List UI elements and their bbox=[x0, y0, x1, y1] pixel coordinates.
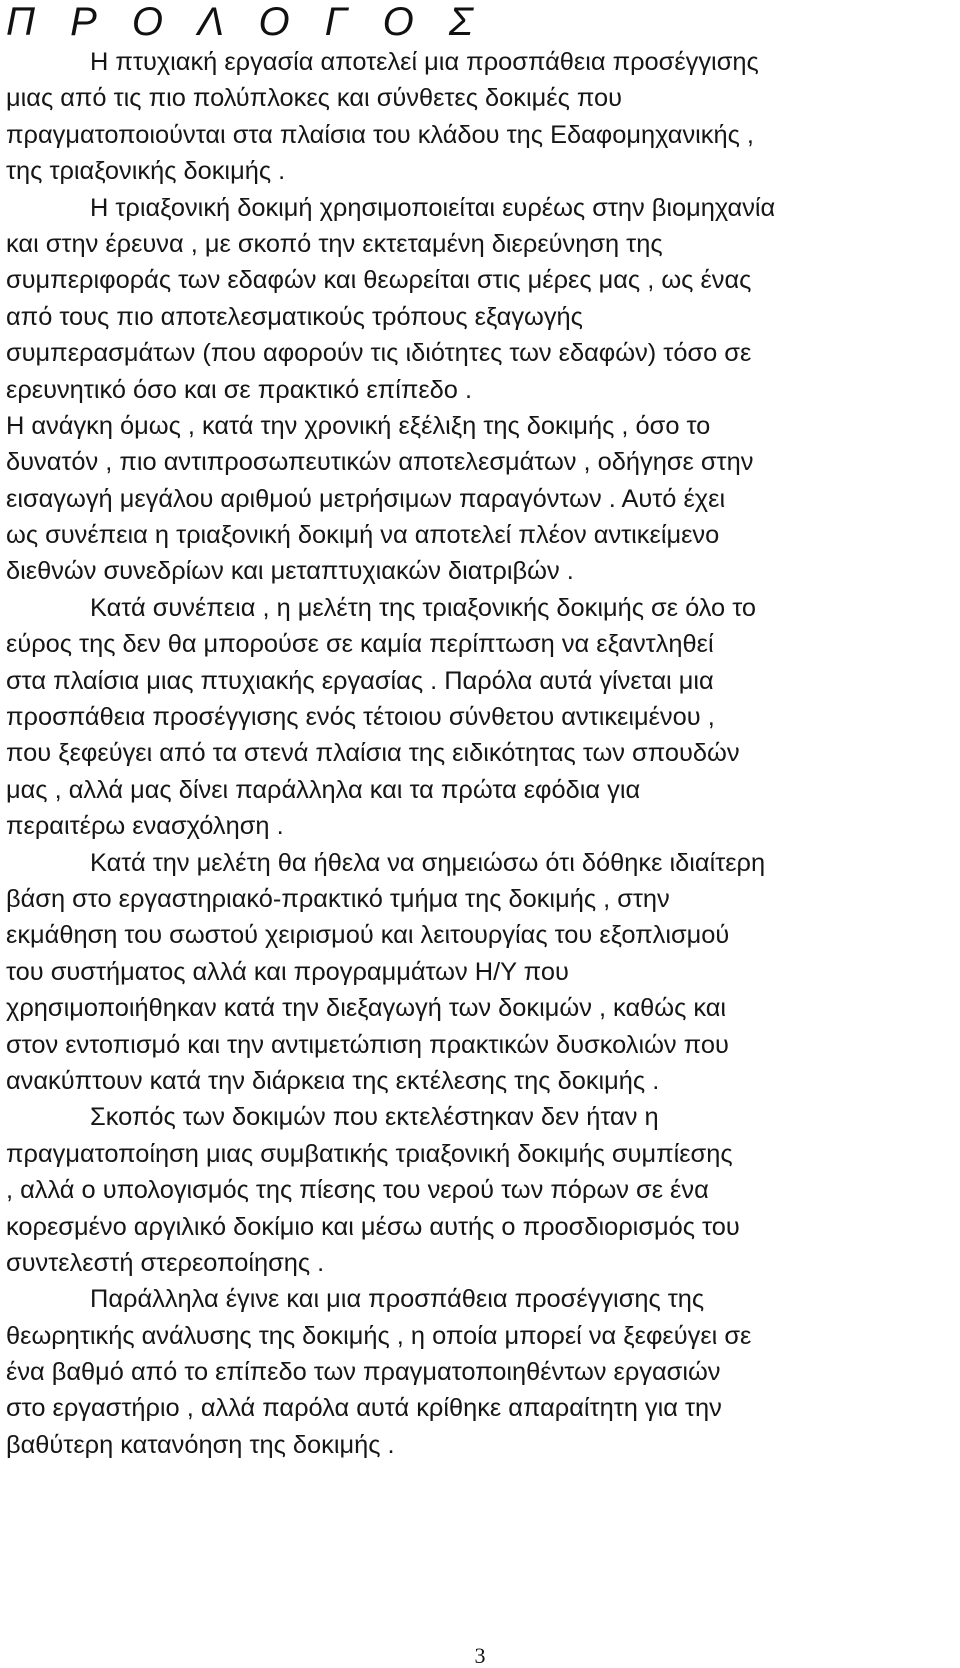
text-line: ως συνέπεια η τριαξονική δοκιμή να αποτελεί πλέον αντικείμενο bbox=[6, 521, 720, 550]
text-line: στον εντοπισμό και την αντιμετώπιση πρακτικών δυσκολιών που bbox=[6, 1030, 729, 1059]
text-line: ερευνητικό όσο και σε πρακτικό επίπεδο . bbox=[6, 375, 473, 404]
text-line: κορεσμένο αργιλικό δοκίμιο και μέσω αυτής ο προσδιορισμός του bbox=[6, 1212, 740, 1241]
text-line: πραγματοποιούνται στα πλαίσια του κλάδου της Εδαφομηχανικής , bbox=[6, 120, 754, 149]
text-line: εισαγωγή μεγάλου αριθμού μετρήσιμων παραγόντων . Αυτό έχει bbox=[6, 484, 726, 513]
text-line: θεωρητικής ανάλυσης της δοκιμής , η οποία μπορεί να ξεφεύγει σε bbox=[6, 1321, 752, 1350]
text-line: ανακύπτουν κατά την διάρκεια της εκτέλεσης της δοκιμής . bbox=[6, 1066, 660, 1095]
text-line: της τριαξονικής δοκιμής . bbox=[6, 157, 286, 186]
text-line: από τους πιο αποτελεσματικούς τρόπους εξαγωγής bbox=[6, 302, 583, 331]
text-line: μας , αλλά μας δίνει παράλληλα και τα πρώτα εφόδια για bbox=[6, 775, 641, 804]
text-line: του συστήματος αλλά και προγραμμάτων Η/Υ που bbox=[6, 957, 569, 986]
text-line: χρησιμοποιήθηκαν κατά την διεξαγωγή των δοκιμών , καθώς και bbox=[6, 994, 727, 1023]
text-line: εύρος της δεν θα μπορούσε σε καμία περίπτωση να εξαντληθεί bbox=[6, 630, 714, 659]
text-line: περαιτέρω ενασχόληση . bbox=[6, 812, 284, 841]
text-line: συμπερασμάτων (που αφορούν τις ιδιότητες των εδαφών) τόσο σε bbox=[6, 339, 752, 368]
page-number: 3 bbox=[474, 1643, 486, 1668]
text-line: Σκοπός των δοκιμών που εκτελέστηκαν δεν ήταν η bbox=[90, 1103, 659, 1132]
text-line: που ξεφεύγει από τα στενά πλαίσια της ειδικότητας των σπουδών bbox=[6, 739, 740, 768]
text-line: Κατά την μελέτη θα ήθελα να σημειώσω ότι δόθηκε ιδιαίτερη bbox=[90, 848, 766, 877]
document-body bbox=[6, 44, 956, 1463]
text-line: Παράλληλα έγινε και μια προσπάθεια προσέγγισης της bbox=[90, 1285, 705, 1314]
text-line: στα πλαίσια μιας πτυχιακής εργασίας . Παρόλα αυτά γίνεται μια bbox=[6, 666, 714, 695]
text-line: συντελεστή στερεοποίησης . bbox=[6, 1248, 325, 1277]
text-line: Η πτυχιακή εργασία αποτελεί μια προσπάθεια προσέγγισης bbox=[90, 48, 759, 76]
text-line: ένα βαθμό από το επίπεδο των πραγματοποιηθέντων εργασιών bbox=[6, 1358, 721, 1387]
text-line: μιας από τις πιο πολύπλοκες και σύνθετες δοκιμές που bbox=[6, 84, 623, 113]
text-line: προσπάθεια προσέγγισης ενός τέτοιου σύνθετου αντικειμένου , bbox=[6, 703, 715, 732]
text-line: διεθνών συνεδρίων και μεταπτυχιακών διατριβών . bbox=[6, 557, 574, 586]
text-line: βάση στο εργαστηριακό-πρακτικό τμήμα της δοκιμής , στην bbox=[6, 884, 670, 913]
text-line: Κατά συνέπεια , η μελέτη της τριαξονικής δοκιμής σε όλο το bbox=[90, 593, 757, 622]
text-line: συμπεριφοράς των εδαφών και θεωρείται στις μέρες μας , ως ένας bbox=[6, 266, 752, 295]
document-title: Π Ρ Ο Λ Ο Γ Ο Σ bbox=[6, 0, 485, 44]
text-line: δυνατόν , πιο αντιπροσωπευτικών αποτελεσμάτων , οδήγησε στην bbox=[6, 448, 754, 477]
text-line: , αλλά ο υπολογισμός της πίεσης του νερού των πόρων σε ένα bbox=[6, 1176, 709, 1205]
text-line: Η τριαξονική δοκιμή χρησιμοποιείται ευρέως στην βιομηχανία bbox=[90, 193, 776, 222]
text-line: στο εργαστήριο , αλλά παρόλα αυτά κρίθηκε απαραίτητη για την bbox=[6, 1394, 722, 1423]
text-line: πραγματοποίηση μιας συμβατικής τριαξονική δοκιμής συμπίεσης bbox=[6, 1139, 733, 1168]
text-line: και στην έρευνα , με σκοπό την εκτεταμένη διερεύνηση της bbox=[6, 229, 663, 258]
text-line: εκμάθηση του σωστού χειρισμού και λειτουργίας του εξοπλισμού bbox=[6, 921, 730, 950]
text-line: βαθύτερη κατανόηση της δοκιμής . bbox=[6, 1430, 395, 1459]
text-line: Η ανάγκη όμως , κατά την χρονική εξέλιξη της δοκιμής , όσο το bbox=[6, 411, 711, 440]
